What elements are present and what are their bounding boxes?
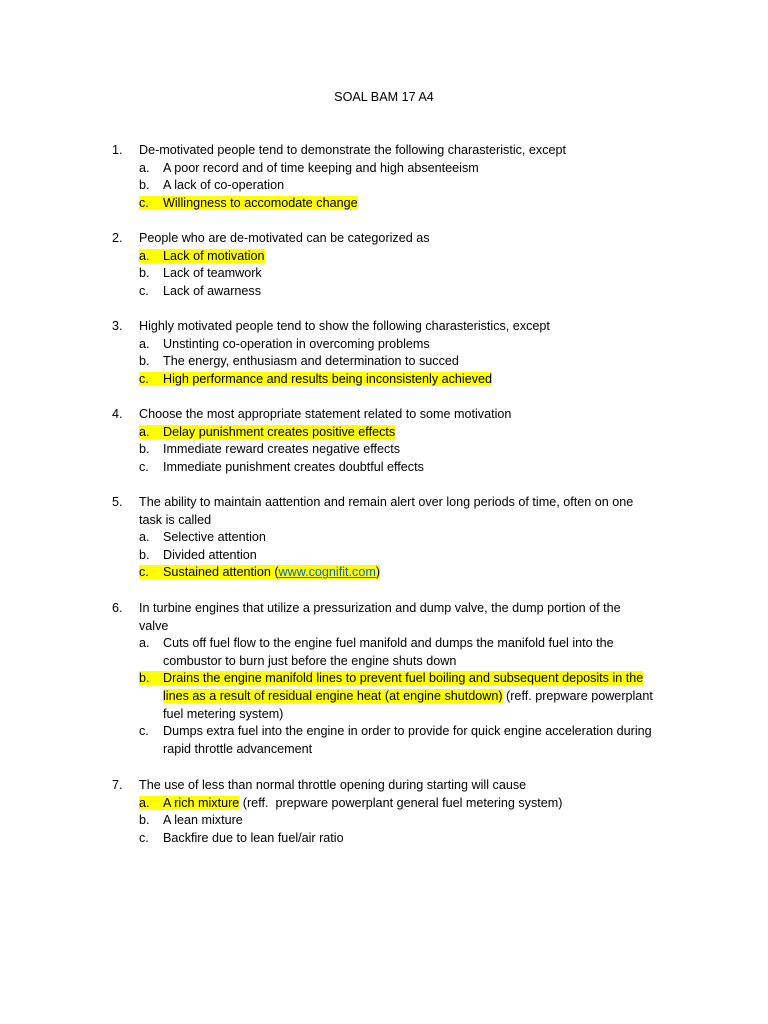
paren-close: ) [375,565,381,580]
option-b [112,441,682,459]
question-text-continued: task is called [139,512,212,527]
question-text: Highly motivated people tend to show the following charasteristics, except [139,319,550,333]
option-text: Lack of motivation [163,248,265,263]
question-number: 7. [112,778,123,792]
option-text: A rich mixture [163,795,240,810]
option-letter: a. [139,248,150,263]
option-c [112,723,682,741]
question-3 [112,318,682,388]
answer-highlight: lines as a result of residual engine heat (at engine shutdown) [163,688,503,703]
option-text: A lack of co-operation [163,178,285,193]
option-text-continued [112,688,682,706]
option-a-answer [112,795,682,813]
option-c [112,283,682,301]
option-letter: a. [139,336,150,351]
question-5 [112,494,682,582]
paren-open: ( [270,565,279,580]
question-text: Choose the most appropriate statement related to some motivation [139,407,512,421]
option-letter: b. [139,178,150,193]
question-1 [112,142,682,212]
option-c-answer [112,371,682,389]
option-text: Dumps extra fuel into the engine in order to provide for quick engine acceleration during [163,724,652,739]
option-b-answer [112,670,682,688]
option-text: Immediate reward creates negative effects [163,442,401,457]
option-letter: b. [139,813,150,828]
option-a [112,635,682,653]
question-text-continued: valve [139,618,169,633]
question-number: 3. [112,319,123,333]
option-text: The energy, enthusiasm and determination to succed [163,354,459,369]
answer-highlight [139,249,265,263]
option-b [112,812,682,830]
question-number: 1. [112,143,123,157]
answer-highlight [139,196,358,210]
option-text: Drains the engine manifold lines to prevent fuel boiling and subsequent deposits in the [163,671,644,686]
source-link[interactable]: www.cognifit.com [278,565,376,580]
option-c [112,459,682,477]
answer-highlight [139,565,380,579]
option-letter: b. [139,354,150,369]
option-letter: a. [139,795,150,810]
option-text: Selective attention [163,530,266,545]
option-a [112,160,682,178]
question-7 [112,777,682,847]
option-a-answer [112,424,682,442]
question-number: 4. [112,407,123,421]
question-text: People who are de-motivated can be categorized as [139,231,430,245]
answer-highlight [139,425,395,439]
option-text-continued: combustor to burn just before the engine shuts down [163,653,457,668]
option-letter: a. [139,530,150,545]
option-text: Sustained attention [163,565,271,580]
reference-note: (reff. prepware powerplant [502,688,653,703]
reference-note-continued: fuel metering system) [163,706,284,721]
option-text: A poor record and of time keeping and high absenteeism [163,160,479,175]
option-text: Immediate punishment creates doubtful effects [163,459,424,474]
option-b [112,547,682,565]
answer-highlight [139,796,239,810]
option-letter: b. [139,671,150,686]
option-a [112,529,682,547]
question-number: 5. [112,495,123,509]
reference-note: (reff. prepware powerplant general fuel metering system) [239,795,563,810]
option-c-answer [112,195,682,213]
option-text: Lack of teamwork [163,266,262,281]
question-text: In turbine engines that utilize a pressurization and dump valve, the dump portion of the [139,601,621,615]
question-text: The ability to maintain aattention and remain alert over long periods of time, often on one [139,495,634,509]
option-c [112,830,682,848]
option-letter: c. [139,283,149,298]
option-letter: c. [139,459,149,474]
option-letter: c. [139,195,149,210]
option-a [112,336,682,354]
option-text: A lean mixture [163,813,243,828]
option-letter: c. [139,371,149,386]
option-text: Lack of awarness [163,283,262,298]
option-text: High performance and results being inconsistenly achieved [163,371,493,386]
option-letter: a. [139,424,150,439]
question-4 [112,406,682,476]
option-b [112,265,682,283]
option-text: Divided attention [163,547,257,562]
answer-highlight [139,372,492,386]
question-text: De-motivated people tend to demonstrate the following charasteristic, except [139,143,567,157]
option-text: Delay punishment creates positive effects [163,424,396,439]
question-2 [112,230,682,300]
question-text: The use of less than normal throttle opening during starting will cause [139,778,527,792]
option-letter: c. [139,830,149,845]
option-letter: c. [139,724,149,739]
question-number: 2. [112,231,123,245]
question-6 [112,600,682,758]
option-a-answer [112,248,682,266]
option-text: Unstinting co-operation in overcoming problems [163,336,430,351]
question-number: 6. [112,601,123,615]
option-letter: b. [139,266,150,281]
option-letter: a. [139,636,150,651]
option-b [112,353,682,371]
option-text: Backfire due to lean fuel/air ratio [163,830,344,845]
option-text: Willingness to accomodate change [163,195,358,210]
option-b [112,177,682,195]
option-text-continued: rapid throttle advancement [163,741,313,756]
document-title: SOAL BAM 17 A4 [334,90,434,104]
option-text: Cuts off fuel flow to the engine fuel manifold and dumps the manifold fuel into the [163,636,614,651]
option-letter: b. [139,442,150,457]
option-letter: b. [139,547,150,562]
option-letter: a. [139,160,150,175]
option-letter: c. [139,565,149,580]
option-c-answer [112,564,682,582]
answer-highlight [139,671,643,685]
